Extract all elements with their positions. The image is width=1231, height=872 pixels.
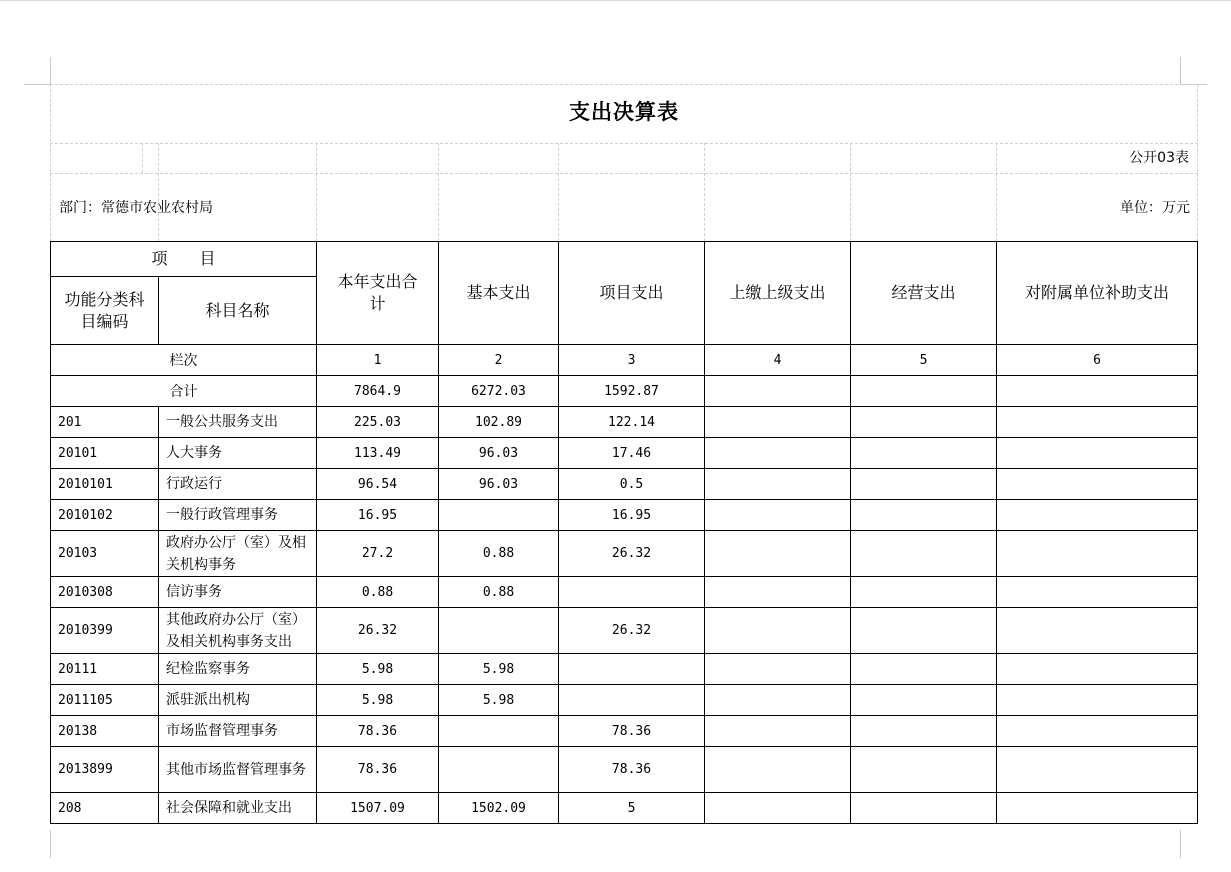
subject-name-cell: 政府办公厅（室）及相关机构事务 bbox=[159, 531, 317, 577]
amount-cell bbox=[559, 577, 705, 608]
guide-line bbox=[316, 143, 317, 241]
amount-cell: 16.95 bbox=[317, 500, 439, 531]
guide-line bbox=[850, 143, 851, 241]
amount-cell bbox=[705, 531, 851, 577]
amount-cell bbox=[705, 469, 851, 500]
amount-cell: 113.49 bbox=[317, 438, 439, 469]
crop-mark bbox=[50, 57, 51, 84]
func-code-cell: 2013899 bbox=[51, 747, 159, 793]
amount-cell bbox=[705, 654, 851, 685]
amount-cell bbox=[997, 685, 1198, 716]
amount-cell: 0.88 bbox=[317, 577, 439, 608]
total-cell: 6272.03 bbox=[439, 376, 559, 407]
guide-line bbox=[996, 143, 997, 241]
amount-cell bbox=[851, 531, 997, 577]
column-no: 6 bbox=[997, 345, 1198, 376]
amount-cell bbox=[439, 500, 559, 531]
total-cell bbox=[997, 376, 1198, 407]
subject-name-cell: 信访事务 bbox=[159, 577, 317, 608]
amount-cell: 26.32 bbox=[559, 531, 705, 577]
table-row bbox=[51, 747, 1198, 793]
subject-name-cell: 人大事务 bbox=[159, 438, 317, 469]
amount-cell bbox=[705, 500, 851, 531]
subject-name-cell: 纪检监察事务 bbox=[159, 654, 317, 685]
amount-cell bbox=[705, 407, 851, 438]
amount-cell: 122.14 bbox=[559, 407, 705, 438]
amount-cell bbox=[851, 469, 997, 500]
amount-cell: 27.2 bbox=[317, 531, 439, 577]
guide-line bbox=[158, 143, 159, 241]
amount-cell: 0.5 bbox=[559, 469, 705, 500]
total-cell: 7864.9 bbox=[317, 376, 439, 407]
amount-cell: 5.98 bbox=[317, 654, 439, 685]
subject-name-cell: 行政运行 bbox=[159, 469, 317, 500]
amount-cell: 5.98 bbox=[439, 654, 559, 685]
amount-cell bbox=[559, 654, 705, 685]
amount-cell bbox=[997, 577, 1198, 608]
unit-label: 单位：万元 bbox=[1120, 200, 1190, 216]
func-code-cell: 2010308 bbox=[51, 577, 159, 608]
amount-cell: 16.95 bbox=[559, 500, 705, 531]
func-code-cell: 20103 bbox=[51, 531, 159, 577]
crop-mark bbox=[50, 830, 51, 858]
amount-cell bbox=[851, 608, 997, 654]
expenditure-table bbox=[50, 241, 1198, 824]
amount-cell bbox=[851, 407, 997, 438]
guide-line bbox=[50, 84, 1198, 85]
amount-cell bbox=[439, 716, 559, 747]
amount-cell bbox=[705, 685, 851, 716]
amount-cell: 1502.09 bbox=[439, 793, 559, 824]
amount-cell: 17.46 bbox=[559, 438, 705, 469]
amount-cell: 1507.09 bbox=[317, 793, 439, 824]
subject-name-cell: 一般行政管理事务 bbox=[159, 500, 317, 531]
crop-mark bbox=[1180, 57, 1181, 84]
func-code-cell: 20138 bbox=[51, 716, 159, 747]
table-row bbox=[51, 577, 1198, 608]
crop-mark bbox=[24, 84, 51, 85]
department-label: 部门：常德市农业农村局 bbox=[59, 200, 213, 216]
amount-cell: 78.36 bbox=[559, 716, 705, 747]
guide-line bbox=[50, 143, 1198, 144]
amount-cell bbox=[705, 747, 851, 793]
total-label: 合计 bbox=[51, 376, 317, 407]
header-col-subsidy: 对附属单位补助支出 bbox=[997, 242, 1198, 345]
table-row bbox=[51, 608, 1198, 654]
amount-cell bbox=[997, 531, 1198, 577]
subject-name-cell: 一般公共服务支出 bbox=[159, 407, 317, 438]
amount-cell: 78.36 bbox=[317, 747, 439, 793]
header-col-remit-upper: 上缴上级支出 bbox=[705, 242, 851, 345]
amount-cell bbox=[851, 438, 997, 469]
subject-name-cell: 社会保障和就业支出 bbox=[159, 793, 317, 824]
header-col-basic: 基本支出 bbox=[439, 242, 559, 345]
crop-mark bbox=[1180, 830, 1181, 858]
amount-cell bbox=[997, 747, 1198, 793]
amount-cell: 225.03 bbox=[317, 407, 439, 438]
header-col-operating: 经营支出 bbox=[851, 242, 997, 345]
table-row bbox=[51, 531, 1198, 577]
amount-cell bbox=[997, 654, 1198, 685]
header-col-total: 本年支出合计 bbox=[317, 242, 439, 345]
amount-cell bbox=[705, 716, 851, 747]
amount-cell: 5.98 bbox=[439, 685, 559, 716]
func-code-cell: 208 bbox=[51, 793, 159, 824]
amount-cell bbox=[997, 608, 1198, 654]
amount-cell: 78.36 bbox=[559, 747, 705, 793]
amount-cell bbox=[851, 716, 997, 747]
column-no-label: 栏次 bbox=[51, 345, 317, 376]
func-code-cell: 20111 bbox=[51, 654, 159, 685]
amount-cell bbox=[851, 685, 997, 716]
amount-cell bbox=[705, 793, 851, 824]
guide-line bbox=[50, 173, 1198, 174]
header-subject-name: 科目名称 bbox=[159, 277, 317, 345]
amount-cell bbox=[439, 608, 559, 654]
func-code-cell: 2011105 bbox=[51, 685, 159, 716]
total-cell bbox=[705, 376, 851, 407]
guide-line bbox=[558, 143, 559, 241]
func-code-cell: 201 bbox=[51, 407, 159, 438]
func-code-cell: 2010399 bbox=[51, 608, 159, 654]
amount-cell bbox=[997, 407, 1198, 438]
subject-name-cell: 派驻派出机构 bbox=[159, 685, 317, 716]
amount-cell: 26.32 bbox=[559, 608, 705, 654]
table-row bbox=[51, 438, 1198, 469]
table-row bbox=[51, 654, 1198, 685]
total-cell: 1592.87 bbox=[559, 376, 705, 407]
amount-cell: 102.89 bbox=[439, 407, 559, 438]
amount-cell: 0.88 bbox=[439, 531, 559, 577]
amount-cell bbox=[439, 747, 559, 793]
amount-cell bbox=[851, 577, 997, 608]
column-no: 4 bbox=[705, 345, 851, 376]
table-row bbox=[51, 500, 1198, 531]
amount-cell: 96.54 bbox=[317, 469, 439, 500]
amount-cell bbox=[997, 716, 1198, 747]
amount-cell bbox=[997, 500, 1198, 531]
subject-name-cell: 其他市场监督管理事务 bbox=[159, 747, 317, 793]
total-cell bbox=[851, 376, 997, 407]
amount-cell: 5 bbox=[559, 793, 705, 824]
column-no: 5 bbox=[851, 345, 997, 376]
page-top-edge bbox=[0, 0, 1231, 1]
subject-name-cell: 其他政府办公厅（室）及相关机构事务支出 bbox=[159, 608, 317, 654]
table-row bbox=[51, 793, 1198, 824]
amount-cell bbox=[705, 438, 851, 469]
amount-cell: 78.36 bbox=[317, 716, 439, 747]
amount-cell bbox=[851, 500, 997, 531]
header-func-code: 功能分类科目编码 bbox=[51, 277, 159, 345]
column-no: 1 bbox=[317, 345, 439, 376]
amount-cell: 96.03 bbox=[439, 438, 559, 469]
amount-cell bbox=[851, 793, 997, 824]
amount-cell: 26.32 bbox=[317, 608, 439, 654]
func-code-cell: 2010101 bbox=[51, 469, 159, 500]
func-code-cell: 2010102 bbox=[51, 500, 159, 531]
amount-cell bbox=[705, 608, 851, 654]
table-row bbox=[51, 685, 1198, 716]
amount-cell bbox=[997, 438, 1198, 469]
guide-line bbox=[438, 143, 439, 241]
func-code-cell: 20101 bbox=[51, 438, 159, 469]
amount-cell bbox=[851, 654, 997, 685]
subject-name-cell: 市场监督管理事务 bbox=[159, 716, 317, 747]
amount-cell bbox=[705, 577, 851, 608]
amount-cell: 5.98 bbox=[317, 685, 439, 716]
guide-line bbox=[142, 143, 143, 173]
guide-line bbox=[704, 143, 705, 241]
table-row bbox=[51, 716, 1198, 747]
column-no: 2 bbox=[439, 345, 559, 376]
form-number: 公开03表 bbox=[1129, 150, 1189, 166]
amount-cell: 0.88 bbox=[439, 577, 559, 608]
header-project: 项 目 bbox=[51, 242, 317, 277]
column-no: 3 bbox=[559, 345, 705, 376]
amount-cell: 96.03 bbox=[439, 469, 559, 500]
table-row bbox=[51, 469, 1198, 500]
table-row bbox=[51, 407, 1198, 438]
page-title: 支出决算表 bbox=[569, 99, 679, 124]
amount-cell bbox=[997, 793, 1198, 824]
amount-cell bbox=[997, 469, 1198, 500]
amount-cell bbox=[559, 685, 705, 716]
amount-cell bbox=[851, 747, 997, 793]
header-col-project: 项目支出 bbox=[559, 242, 705, 345]
